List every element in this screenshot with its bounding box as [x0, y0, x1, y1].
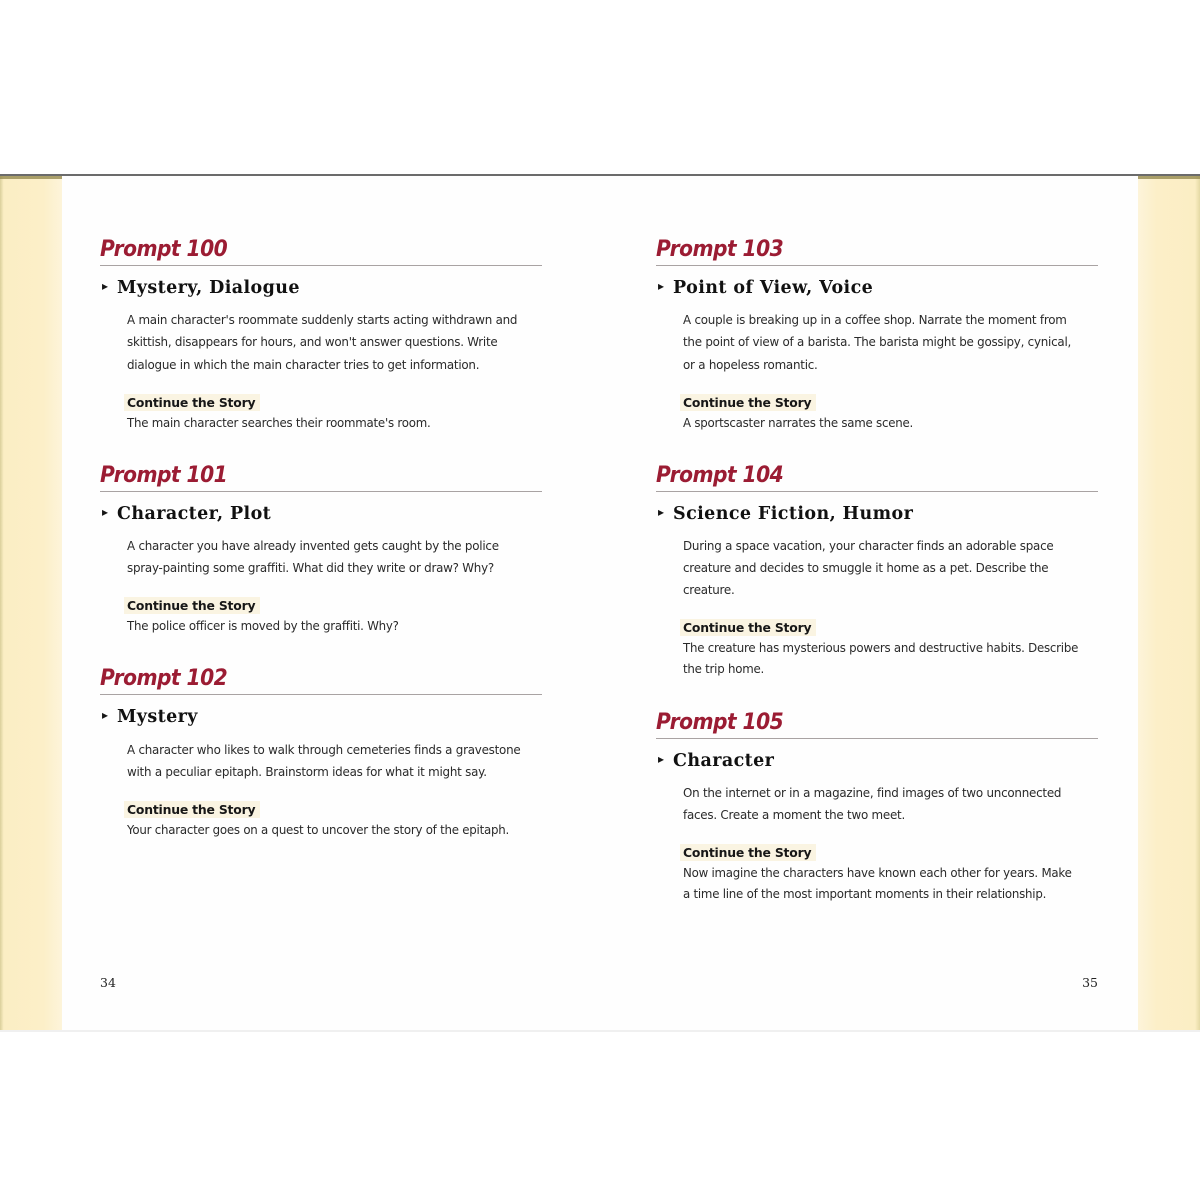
topic-row [102, 505, 542, 524]
prompt-block [100, 667, 542, 841]
paper-area [62, 176, 1138, 1032]
page-number-right: 35 [1082, 975, 1098, 990]
prompt-rule [100, 265, 542, 266]
continue-body: The police officer is moved by the graffiti. Why? [127, 619, 399, 634]
page-edge-left [0, 176, 62, 1032]
topic-row [102, 708, 542, 727]
topic-row [102, 279, 542, 298]
continue-heading: Continue the Story [124, 801, 260, 818]
topic-row [658, 505, 1098, 524]
prompt-title: Prompt 104 [656, 462, 784, 488]
bullet-icon: ▸ [102, 279, 109, 294]
page-left [62, 176, 600, 1032]
prompt-rule [656, 738, 1098, 739]
continue-heading: Continue the Story [680, 844, 816, 861]
continue-heading: Continue the Story [124, 394, 260, 411]
continue-the-story [127, 394, 542, 434]
bullet-icon: ▸ [658, 751, 665, 766]
prompt-block [100, 464, 542, 638]
prompt-block [100, 238, 542, 434]
continue-body: Now imagine the characters have known each other for years. Make a time line of the most important moments in their relationship. [683, 866, 1072, 902]
bullet-icon: ▸ [102, 708, 109, 723]
prompt-body: A main character's roommate suddenly starts acting withdrawn and skittish, disappears for hours, and won't answer questions. Write dialogue in which the main character tries to get information. [127, 312, 518, 372]
prompt-rule [100, 694, 542, 695]
prompt-body: A character you have already invented gets caught by the police spray-painting some graffiti. What did they write or draw? Why? [127, 538, 499, 576]
continue-body: The creature has mysterious powers and destructive habits. Describe the trip home. [683, 641, 1079, 677]
prompt-title: Prompt 103 [656, 237, 784, 262]
continue-the-story [683, 619, 1098, 680]
bullet-icon: ▸ [658, 279, 665, 294]
topic-label: Character, Plot [117, 503, 272, 524]
page-number-left: 34 [100, 975, 116, 990]
prompt-rule [656, 491, 1098, 492]
bullet-icon: ▸ [102, 504, 109, 519]
topic-label: Point of View, Voice [673, 278, 874, 299]
prompt-body: During a space vacation, your character finds an adorable space creature and decides to smuggle it home as a pet. Describe the creature. [683, 538, 1054, 598]
page-edge-top-rule-right [1138, 176, 1200, 179]
prompt-body: A couple is breaking up in a coffee shop. Narrate the moment from the point of view of a barista. The barista might be gossipy, cynical, or a hopeless romantic. [683, 312, 1072, 372]
page-edge-top-rule-left [0, 176, 62, 179]
continue-body: The main character searches their roommate's room. [127, 415, 431, 430]
book-spread [0, 174, 1200, 1032]
prompt-rule [100, 491, 542, 492]
continue-body: A sportscaster narrates the same scene. [683, 415, 914, 430]
continue-body: Your character goes on a quest to uncover the story of the epitaph. [127, 822, 509, 837]
prompt-title: Prompt 101 [100, 462, 228, 488]
topic-label: Mystery, Dialogue [117, 278, 300, 299]
page-edge-right [1138, 176, 1200, 1032]
prompt-rule [656, 265, 1098, 266]
topic-row [658, 279, 1098, 298]
continue-heading: Continue the Story [680, 394, 816, 411]
prompt-block [656, 464, 1098, 681]
prompt-block [656, 711, 1098, 906]
topic-row [658, 752, 1098, 771]
continue-the-story [683, 394, 1098, 434]
prompt-title: Prompt 105 [656, 709, 784, 735]
topic-label: Character [673, 750, 775, 771]
prompt-body: A character who likes to walk through cemeteries finds a gravestone with a peculiar epitaph. Brainstorm ideas for what it might say. [127, 741, 521, 779]
topic-label: Mystery [117, 707, 198, 728]
topic-label: Science Fiction, Humor [673, 503, 914, 524]
continue-the-story [683, 844, 1098, 905]
continue-heading: Continue the Story [124, 597, 260, 614]
continue-heading: Continue the Story [680, 619, 816, 636]
bullet-icon: ▸ [658, 504, 665, 519]
prompt-title: Prompt 102 [100, 666, 228, 692]
prompt-title: Prompt 100 [100, 237, 228, 262]
prompt-body: On the internet or in a magazine, find images of two unconnected faces. Create a moment the two meet. [683, 784, 1062, 822]
continue-the-story [127, 597, 542, 637]
prompt-block [656, 238, 1098, 434]
continue-the-story [127, 801, 542, 841]
page-right [600, 176, 1138, 1032]
